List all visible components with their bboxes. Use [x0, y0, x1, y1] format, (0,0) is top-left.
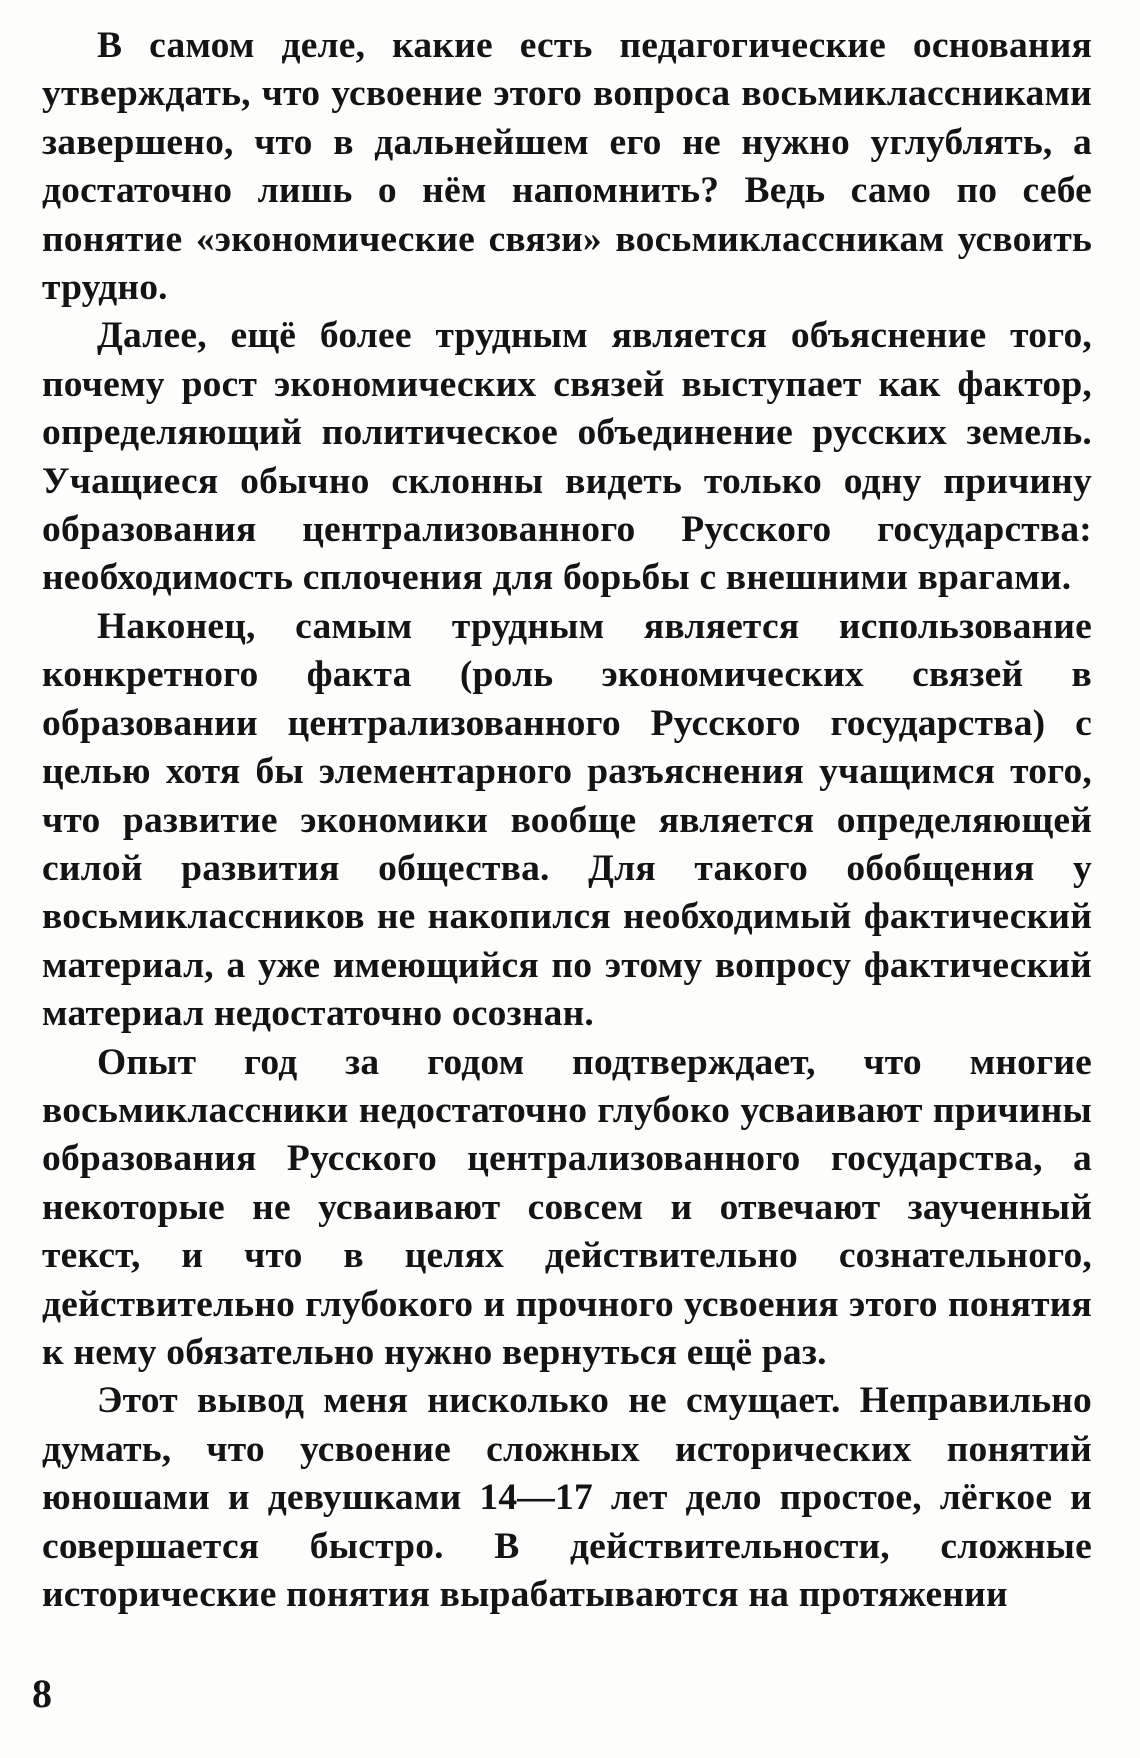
page-number: 8 — [32, 1671, 52, 1716]
paragraph-3: Наконец, самым трудным является использование конкретного факта (роль экономических связей в образовании централизованного Русского государства) с целью хотя бы элементарного разъяснения учащимся того, что развитие экономики вообще является определяющей силой развития общества. Для такого обобщения у восьмиклассников не накопился необходимый фактический материал, а уже имеющийся по этому вопросу фактический материал недостаточно осознан. — [42, 605, 1092, 1035]
paragraph-1: В самом деле, какие есть педагогические основания утверждать, что усвоение этого вопроса восьмиклассниками завершено, что в дальнейшем его не нужно углублять, а достаточно лишь о нём напомнить? Ведь само по себе понятие «экономические связи» восьмиклассникам усвоить трудно. — [42, 25, 1092, 309]
paragraph-5: Этот вывод меня нисколько не смущает. Неправильно думать, что усвоение сложных исторических понятий юношами и девушками 14—17 лет дело простое, лёгкое и совершается быстро. В действительности, сложные исторические понятия вырабатываются на протяжении — [42, 1380, 1092, 1615]
paragraph-4: Опыт год за годом подтверждает, что многие восьмиклассники недостаточно глубоко усваивают причины образования Русского централизованного государства, а некоторые не усваивают совсем и отвечают заученный текст, и что в целях действительно сознательного, действительно глубокого и прочного усвоения этого понятия к нему обязательно нужно вернуться ещё раз. — [42, 1041, 1092, 1373]
body-text — [42, 22, 1092, 1619]
paragraph-2: Далее, ещё более трудным является объяснение того, почему рост экономических связей выступает как фактор, определяющий политическое объединение русских земель. Учащиеся обычно склонны видеть только одну причину образования централизованного Русского государства: необходимость сплочения для борьбы с внешними врагами. — [42, 315, 1092, 599]
